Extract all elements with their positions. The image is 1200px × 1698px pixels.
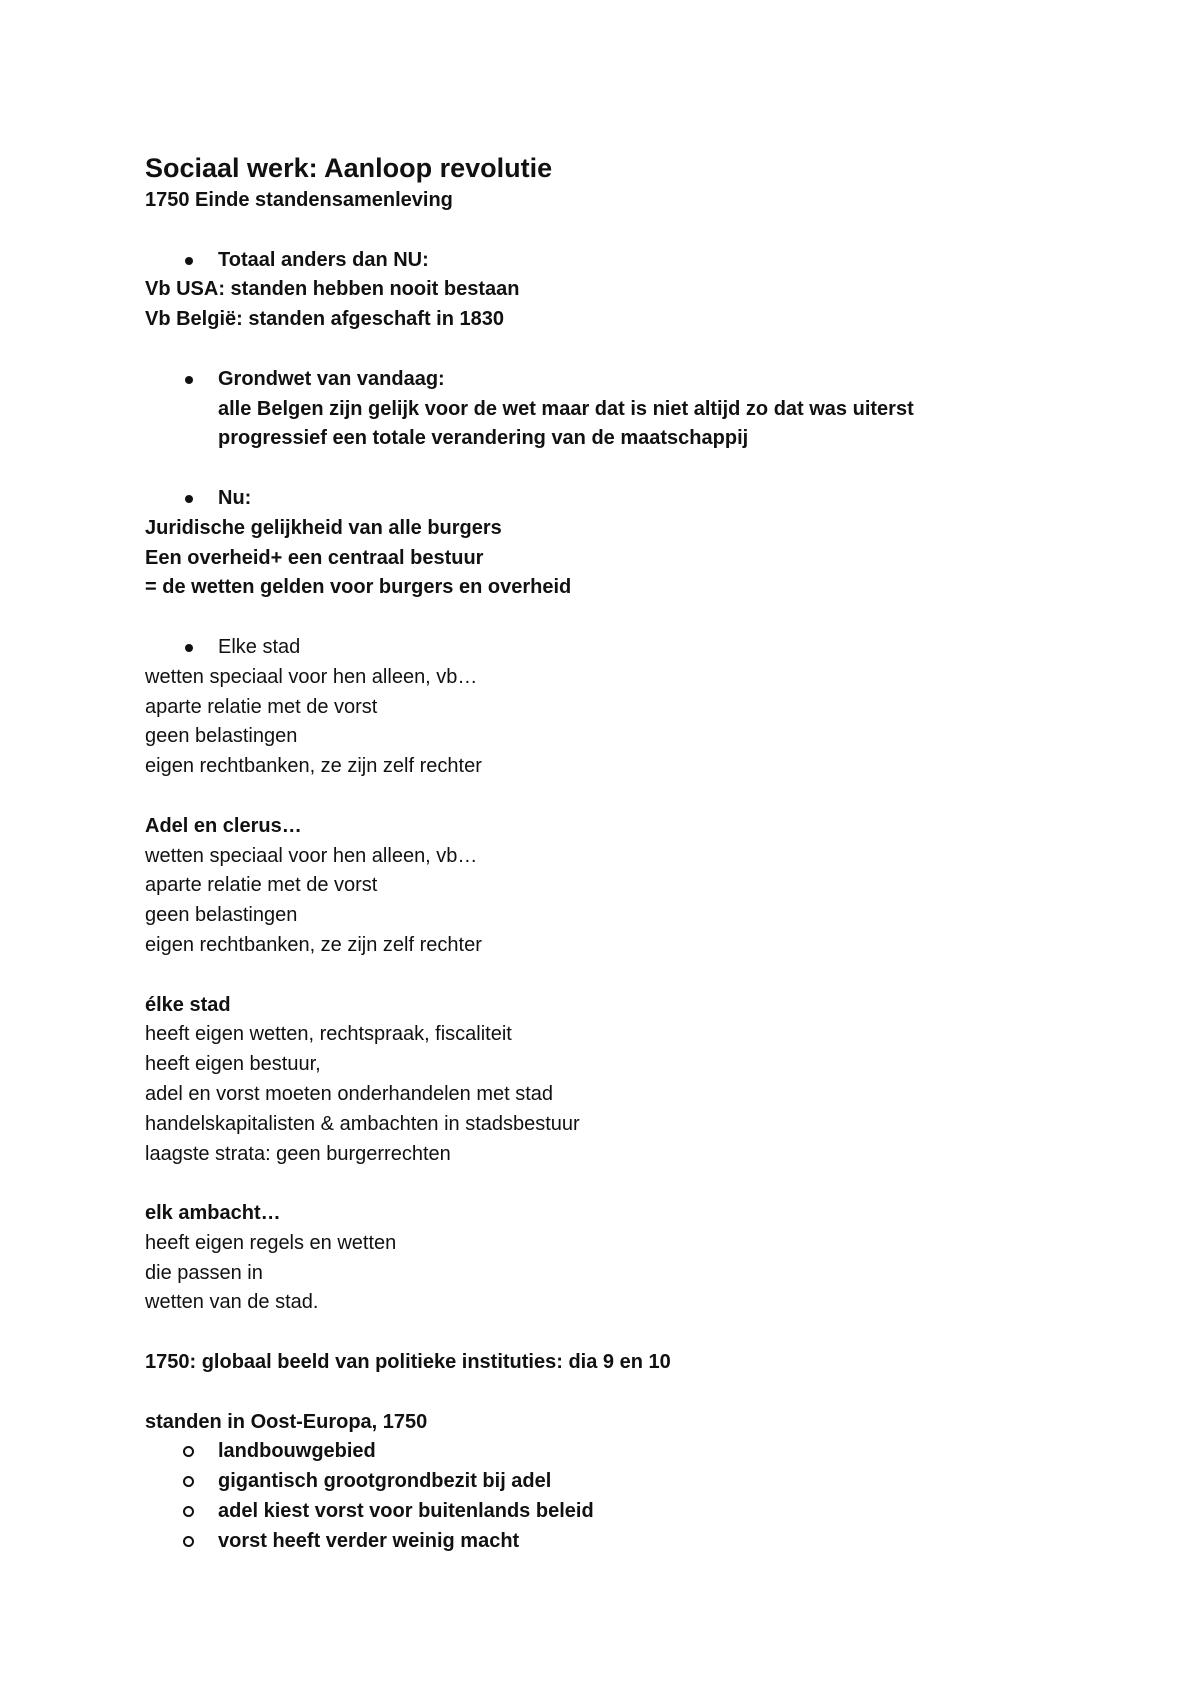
section-heading: élke stad	[145, 993, 231, 1016]
text-line: Een overheid+ een centraal bestuur	[145, 546, 484, 569]
document-content	[145, 150, 1105, 1557]
text-line: aparte relatie met de vorst	[145, 695, 378, 718]
list-item-text: gigantisch grootgrondbezit bij adel	[218, 1470, 552, 1493]
section-heading: elk ambacht…	[145, 1202, 281, 1225]
bullet-nu	[145, 484, 1105, 514]
text-line: handelskapitalisten & ambachten in stadsbestuur	[145, 1112, 580, 1135]
text-line: wetten van de stad.	[145, 1291, 319, 1314]
list-item-text: vorst heeft verder weinig macht	[218, 1529, 520, 1552]
text-line: wetten speciaal voor hen alleen, vb…	[145, 665, 478, 688]
text-line: geen belastingen	[145, 904, 298, 927]
text-line: Vb USA: standen hebben nooit bestaan	[145, 278, 520, 301]
bullet-grondwet	[145, 365, 1105, 395]
text-line: eigen rechtbanken, ze zijn zelf rechter	[145, 755, 482, 778]
text-line: alle Belgen zijn gelijk voor de wet maar dat is niet altijd zo dat was uiterst	[218, 397, 914, 420]
text-line: progressief een totale verandering van de maatschappij	[218, 427, 749, 450]
document-title: Sociaal werk: Aanloop revolutie	[145, 153, 553, 183]
text-line: Juridische gelijkheid van alle burgers	[145, 516, 502, 539]
bullet-elke-stad	[145, 633, 1105, 663]
section-heading: standen in Oost-Europa, 1750	[145, 1410, 428, 1433]
bullet-text: Grondwet van vandaag:	[218, 367, 445, 390]
bullet-dot-icon	[185, 376, 193, 384]
text-line: aparte relatie met de vorst	[145, 874, 378, 897]
bullet-text: Totaal anders dan NU:	[218, 248, 429, 271]
bullet-totaal-anders	[145, 246, 1105, 276]
list-item	[145, 1497, 1105, 1527]
bullet-text: Nu:	[218, 486, 252, 509]
bullet-circle-icon	[183, 1446, 194, 1457]
text-line: heeft eigen bestuur,	[145, 1053, 321, 1076]
bullet-dot-icon	[185, 257, 193, 265]
bullet-circle-icon	[183, 1476, 194, 1487]
list-item-text: adel kiest vorst voor buitenlands beleid	[218, 1500, 594, 1523]
text-line: heeft eigen wetten, rechtspraak, fiscaliteit	[145, 1023, 512, 1046]
document-subtitle: 1750 Einde standensamenleving	[145, 189, 453, 211]
text-line: eigen rechtbanken, ze zijn zelf rechter	[145, 933, 482, 956]
text-line: = de wetten gelden voor burgers en overheid	[145, 576, 572, 599]
section-heading: 1750: globaal beeld van politieke instituties: dia 9 en 10	[145, 1351, 671, 1374]
bullet-text: Elke stad	[218, 635, 301, 658]
list-item-text: landbouwgebied	[218, 1440, 376, 1463]
bullet-circle-icon	[183, 1506, 194, 1517]
list-item	[145, 1527, 1105, 1557]
text-line: laagste strata: geen burgerrechten	[145, 1142, 451, 1165]
text-line: adel en vorst moeten onderhandelen met stad	[145, 1082, 554, 1105]
section-heading: Adel en clerus…	[145, 814, 302, 837]
bullet-circle-icon	[183, 1536, 194, 1547]
bullet-dot-icon	[185, 495, 193, 503]
list-item	[145, 1467, 1105, 1497]
bullet-dot-icon	[185, 644, 193, 652]
text-line: wetten speciaal voor hen alleen, vb…	[145, 844, 478, 867]
text-line: die passen in	[145, 1261, 263, 1284]
text-line: heeft eigen regels en wetten	[145, 1231, 397, 1254]
text-line: Vb België: standen afgeschaft in 1830	[145, 308, 504, 331]
list-item	[145, 1437, 1105, 1467]
text-line: geen belastingen	[145, 725, 298, 748]
